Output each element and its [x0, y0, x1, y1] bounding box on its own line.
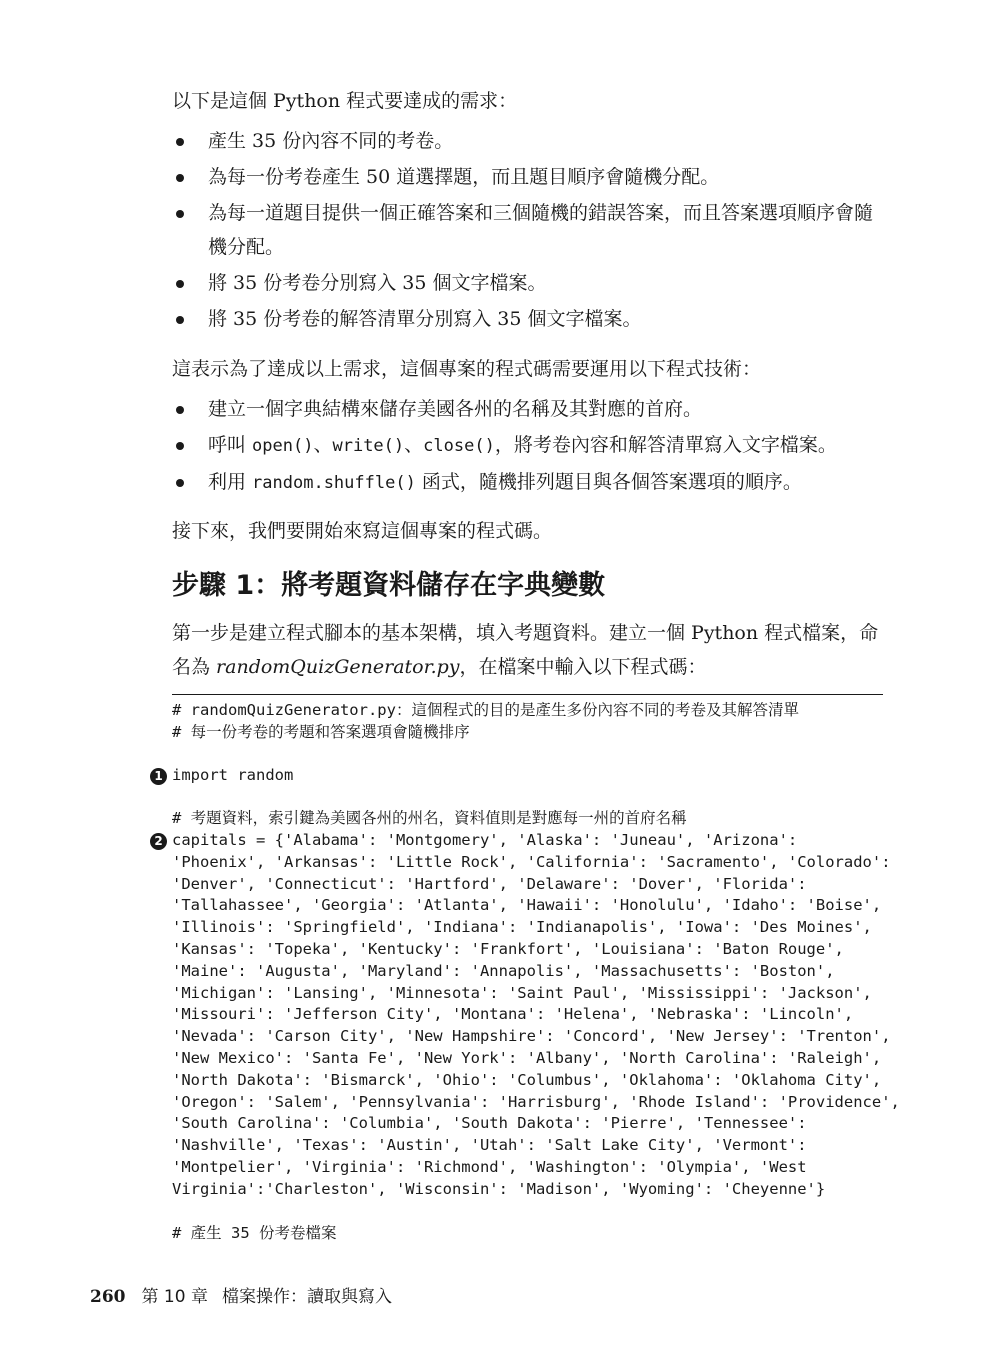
callout-marker-1: 1: [150, 768, 167, 785]
separator: 、: [313, 434, 333, 456]
techniques-list: [172, 392, 887, 502]
code-close: close(): [423, 436, 495, 456]
chapter-title: 檔案操作：讀取與寫入: [221, 1287, 392, 1307]
technique-text: 函式，隨機排列題目與各個答案選項的順序。: [415, 471, 802, 493]
requirements-list: [172, 124, 887, 338]
step-paragraph: [172, 616, 887, 684]
technique-text: 利用: [208, 471, 253, 493]
technique-text: ，將考卷內容和解答清單寫入文字檔案。: [494, 434, 837, 456]
code-open: open(): [252, 436, 314, 456]
separator: 、: [404, 434, 424, 456]
list-item: [172, 428, 887, 463]
list-item: [172, 465, 887, 500]
code-import-line: import random: [172, 766, 294, 784]
code-header-comment: # randomQuizGenerator.py：這個程式的目的是產生多份內容不同的考卷及其解答清單 # 每一份考卷的考題和答案選項會隨機排序: [172, 701, 799, 741]
step-heading: 步驟 1：將考題資料儲存在字典變數: [172, 570, 606, 601]
intro-text: 以下是這個 Python 程式要達成的需求：: [172, 90, 518, 112]
step-text: ，在檔案中輸入以下程式碼：: [459, 656, 707, 678]
list-item: 建立一個字典結構來儲存美國各州的名稱及其對應的首府。: [172, 392, 887, 426]
technique-text: 呼叫: [208, 434, 253, 456]
code-capitals-comment: # 考題資料，索引鍵為美國各州的州名，資料值則是對應每一州的首府名稱: [172, 809, 687, 827]
next-text: 接下來，我們要開始來寫這個專案的程式碼。: [172, 520, 553, 542]
page-number: 260: [90, 1287, 126, 1307]
page-footer: [90, 1284, 392, 1310]
code-divider: [172, 694, 883, 695]
list-item: 為每一道題目提供一個正確答案和三個隨機的錯誤答案，而且答案選項順序會隨機分配。: [172, 196, 887, 264]
file-name: randomQuizGenerator.py: [216, 656, 460, 678]
code-files-comment: # 產生 35 份考卷檔案: [172, 1224, 337, 1242]
callout-marker-2: 2: [150, 833, 167, 850]
list-item: 產生 35 份內容不同的考卷。: [172, 124, 887, 158]
code-write: write(): [332, 436, 405, 456]
chapter-label: 第 10 章: [141, 1287, 208, 1307]
code-capitals-dict: capitals = {'Alabama': 'Montgomery', 'Alaska': 'Juneau', 'Arizona': 'Phoenix', 'Arkansas': 'Little Rock', 'California': 'Sacramento', 'Colorado': 'Denver', 'Connecticut': 'Hartford', 'Delaware': 'Dover', 'Florida': 'Tallahassee', 'Georgia': 'Atlanta', 'Hawaii': 'Honolulu', 'Idaho': 'Boise', 'Illinois': 'Springfield', 'Indiana': 'Indianapolis', 'Iowa': 'Des Moines', 'Kansas': 'Topeka', 'Kentucky': 'Frankfort', 'Louisiana': 'Baton Rouge', 'Maine': 'Augusta', 'Maryland': 'Annapolis', 'Massachusetts': 'Boston', 'Michigan': 'Lansing', 'Minnesota': 'Saint Paul', 'Mississippi': 'Jackson', 'Missouri': 'Jefferson City', 'Montana': 'Helena', 'Nebraska': 'Lincoln', 'Nevada': 'Carson City', 'New Hampshire': 'Concord', 'New Jersey': 'Trenton', 'New Mexico': 'Santa Fe', 'New York': 'Albany', 'North Carolina': 'Raleigh', 'North Dakota': 'Bismarck', 'Ohio': 'Columbus', 'Oklahoma': 'Oklahoma City', 'Oregon': 'Salem', 'Pennsylvania': 'Harrisburg', 'Rhode Island': 'Providence', 'South Carolina': 'Columbia', 'South Dakota': 'Pierre', 'Tennessee': 'Nashville', 'Texas': 'Austin', 'Utah': 'Salt Lake City', 'Vermont': 'Montpelier', 'Virginia': 'Richmond', 'Washington': 'Olympia', 'West Virginia':'Charleston', 'Wisconsin': 'Madison', 'Wyoming': 'Cheyenne'}: [172, 831, 900, 1198]
list-item: 將 35 份考卷分別寫入 35 個文字檔案。: [172, 266, 887, 300]
code-shuffle: random.shuffle(): [252, 473, 416, 493]
list-item: 將 35 份考卷的解答清單分別寫入 35 個文字檔案。: [172, 302, 887, 336]
step-text: 第一步是建立程式腳本的基本架構，填入考題資料。建立一個 Python 程式檔案，命名為: [172, 622, 879, 678]
list-item: 為每一份考卷產生 50 道選擇題，而且題目順序會隨機分配。: [172, 160, 887, 194]
techniques-intro: 這表示為了達成以上需求，這個專案的程式碼需要運用以下程式技術：: [172, 358, 762, 380]
